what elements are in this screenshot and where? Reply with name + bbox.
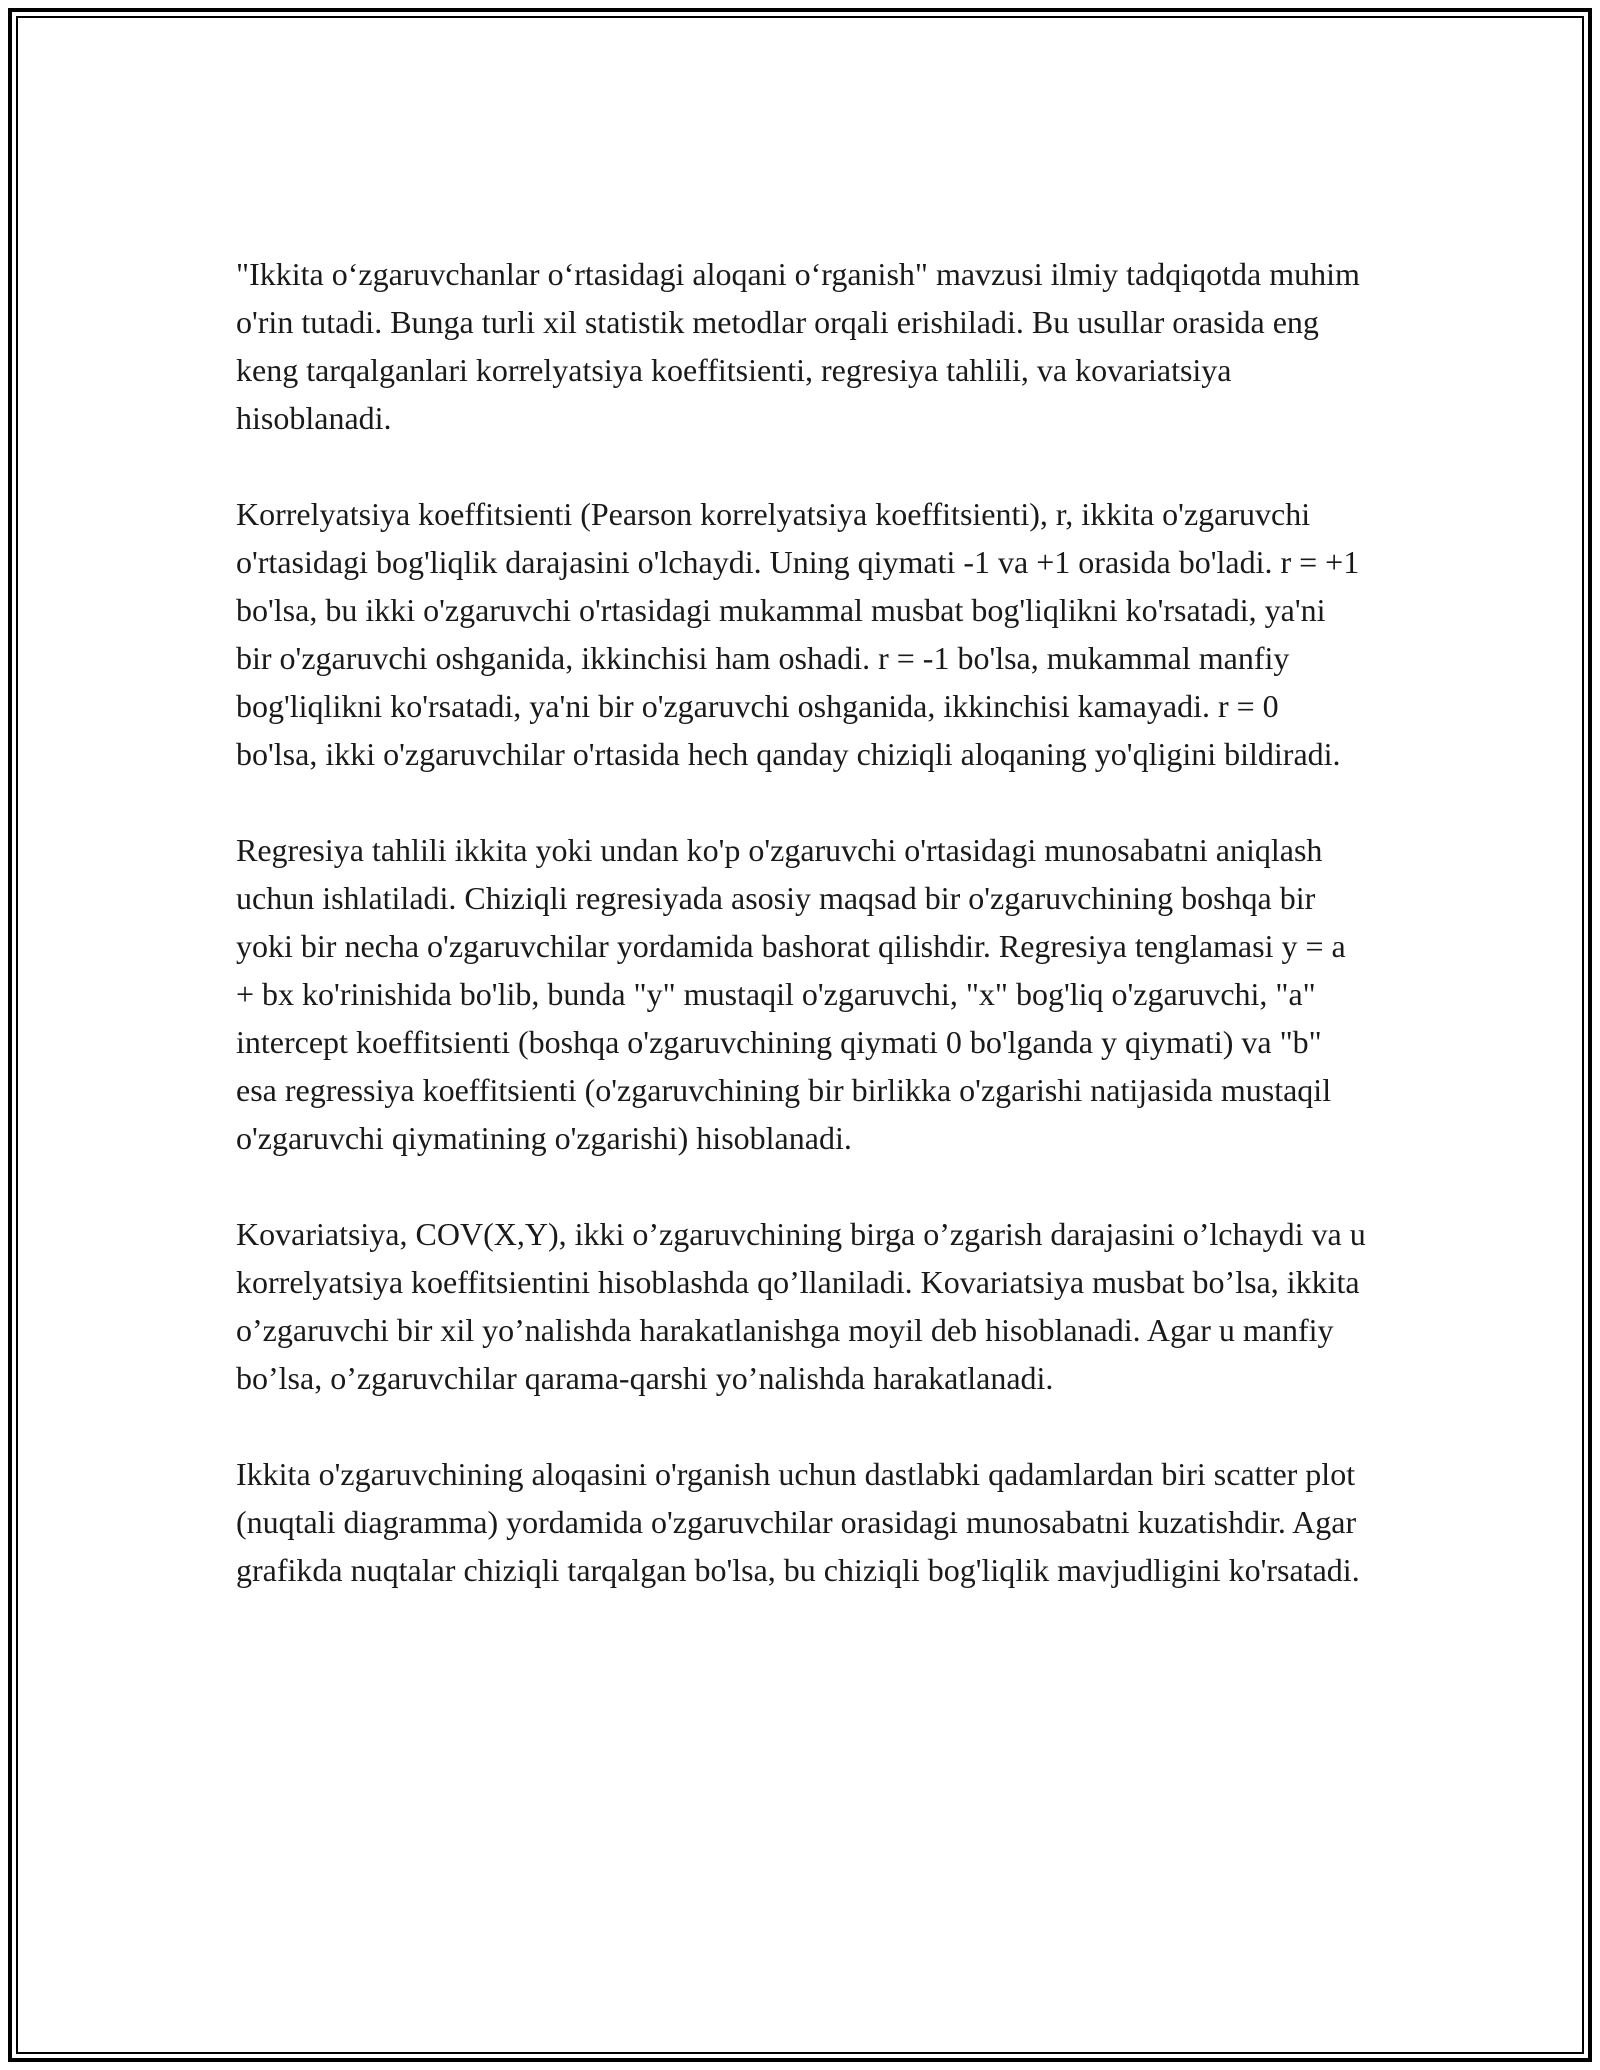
paragraph-scatter-plot: Ikkita o'zgaruvchining aloqasini o'rganish uchun dastlabki qadamlardan biri scatter plot (nuqtali diagramma) yordamida o'zgaruvchilar orasidagi munosabatni kuzatishdir. Agar grafikda nuqtalar chiziqli tarqalgan bo'lsa, bu chiziqli bog'liqlik mavjudligini ko'rsatadi. bbox=[236, 1456, 1360, 1588]
document-body bbox=[236, 250, 1366, 1642]
paragraph-covariance: Kovariatsiya, COV(X,Y), ikki o’zgaruvchining birga o’zgarish darajasini o’lchaydi va u korrelyatsiya koeffitsientini hisoblashda qo’llaniladi. Kovariatsiya musbat bo’lsa, ikkita o’zgaruvchi bir xil yo’nalishda harakatlanishga moyil deb hisoblanadi. Agar u manfiy bo’lsa, o’zgaruvchilar qarama-qarshi yo’nalishda harakatlanadi. bbox=[236, 1216, 1366, 1396]
paragraph-correlation: Korrelyatsiya koeffitsienti (Pearson korrelyatsiya koeffitsienti), r, ikkita o'zgaruvchi o'rtasidagi bog'liqlik darajasini o'lchaydi. Uning qiymati -1 va +1 orasida bo'ladi. r = +1 bo'lsa, bu ikki o'zgaruvchi o'rtasidagi mukammal musbat bog'liqlikni ko'rsatadi, ya'ni bir o'zgaruvchi oshganida, ikkinchisi ham oshadi. r = -1 bo'lsa, mukammal manfiy bog'liqlikni ko'rsatadi, ya'ni bir o'zgaruvchi oshganida, ikkinchisi kamayadi. r = 0 bo'lsa, ikki o'zgaruvchilar o'rtasida hech qanday chiziqli aloqaning yo'qligini bildiradi. bbox=[236, 496, 1360, 772]
paragraph-intro: "Ikkita o‘zgaruvchanlar o‘rtasidagi aloqani o‘rganish" mavzusi ilmiy tadqiqotda muhim o'rin tutadi. Bunga turli xil statistik metodlar orqali erishiladi. Bu usullar orasida eng keng tarqalganlari korrelyatsiya koeffitsienti, regresiya tahlili, va kovariatsiya hisoblanadi. bbox=[236, 256, 1360, 436]
paragraph-regression: Regresiya tahlili ikkita yoki undan ko'p o'zgaruvchi o'rtasidagi munosabatni aniqlash uchun ishlatiladi. Chiziqli regresiyada asosiy maqsad bir o'zgaruvchining boshqa bir yoki bir necha o'zgaruvchilar yordamida bashorat qilishdir. Regresiya tenglamasi y = a + bx ko'rinishida bo'lib, bunda "y" mustaqil o'zgaruvchi, "x" bog'liq o'zgaruvchi, "a" intercept koeffitsienti (boshqa o'zgaruvchining qiymati 0 bo'lganda y qiymati) va "b" esa regressiya koeffitsienti (o'zgaruvchining bir birlikka o'zgarishi natijasida mustaqil o'zgaruvchi qiymatining o'zgarishi) hisoblanadi. bbox=[236, 832, 1346, 1156]
